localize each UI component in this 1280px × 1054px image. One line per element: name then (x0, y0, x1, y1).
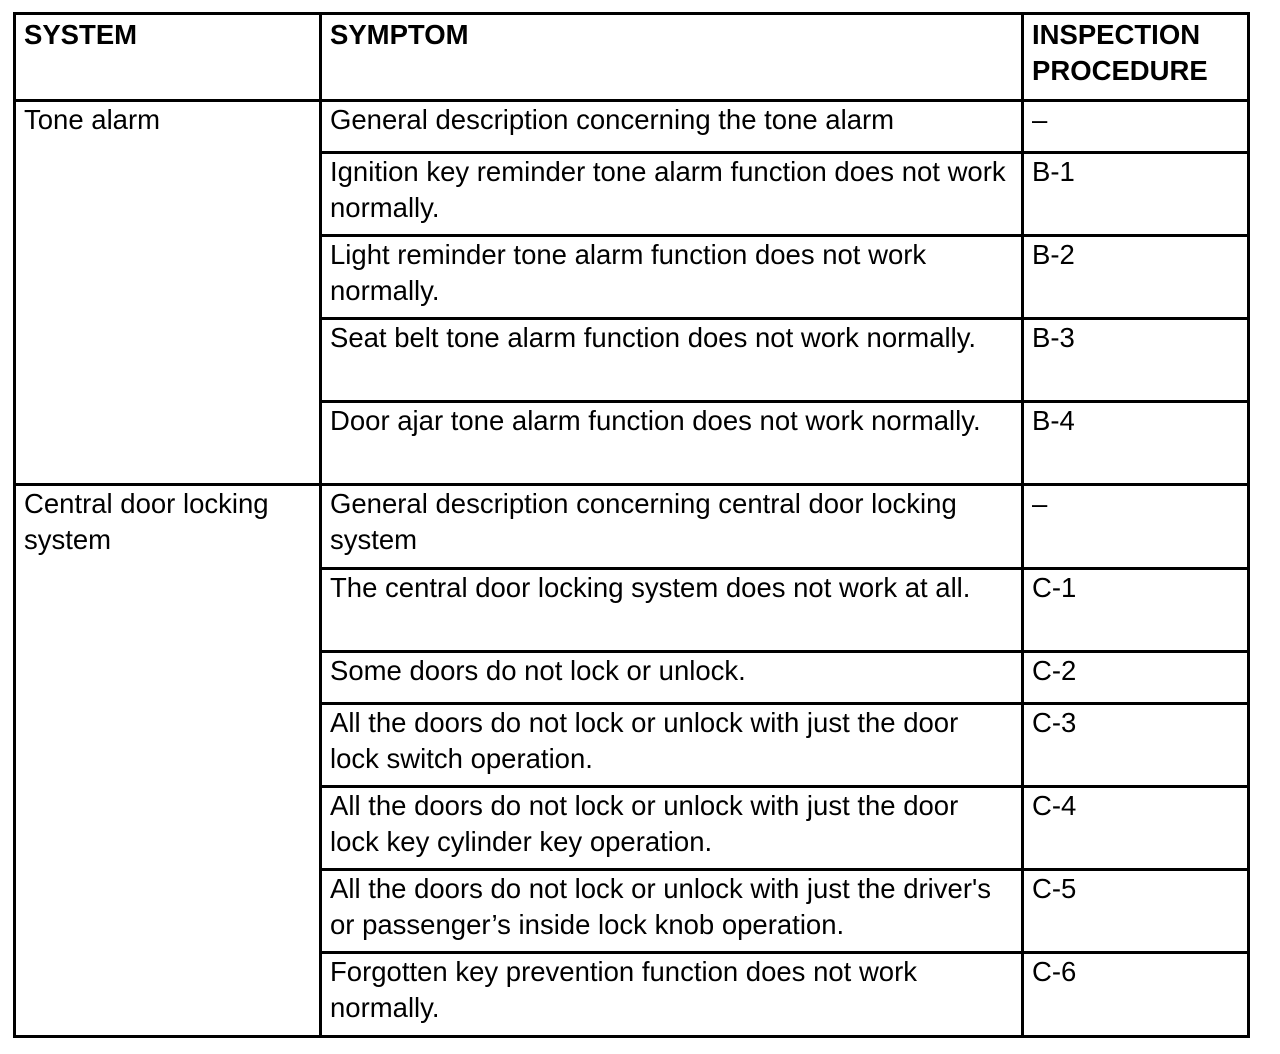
header-row (15, 14, 1249, 101)
procedure-cell: C-6 (1023, 953, 1249, 1037)
procedure-cell: B-4 (1023, 402, 1249, 485)
symptom-cell: Some doors do not lock or unlock. (321, 652, 1023, 704)
procedure-cell: C-5 (1023, 870, 1249, 953)
procedure-cell: – (1023, 485, 1249, 569)
header-symptom: SYMPTOM (321, 14, 1023, 101)
procedure-cell: C-4 (1023, 787, 1249, 870)
inspection-table (13, 12, 1250, 1038)
system-cell-tone-alarm: Tone alarm (15, 101, 321, 485)
header-inspection-procedure: INSPECTION PROCEDURE (1023, 14, 1249, 101)
symptom-cell: All the doors do not lock or unlock with just the door lock switch operation. (321, 704, 1023, 787)
table-row (15, 101, 1249, 153)
procedure-cell: – (1023, 101, 1249, 153)
header-system: SYSTEM (15, 14, 321, 101)
table-row (15, 485, 1249, 569)
symptom-cell: Door ajar tone alarm function does not work normally. (321, 402, 1023, 485)
symptom-cell: General description concerning central door locking system (321, 485, 1023, 569)
system-cell-central-door-locking: Central door locking system (15, 485, 321, 1037)
procedure-cell: C-2 (1023, 652, 1249, 704)
symptom-cell: All the doors do not lock or unlock with just the door lock key cylinder key operation. (321, 787, 1023, 870)
procedure-cell: B-2 (1023, 236, 1249, 319)
symptom-cell: Forgotten key prevention function does not work normally. (321, 953, 1023, 1037)
symptom-cell: General description concerning the tone alarm (321, 101, 1023, 153)
symptom-cell: Seat belt tone alarm function does not work normally. (321, 319, 1023, 402)
procedure-cell: C-3 (1023, 704, 1249, 787)
symptom-cell: All the doors do not lock or unlock with just the driver's or passenger’s inside lock knob operation. (321, 870, 1023, 953)
procedure-cell: B-1 (1023, 153, 1249, 236)
symptom-cell: Light reminder tone alarm function does not work normally. (321, 236, 1023, 319)
symptom-cell: Ignition key reminder tone alarm function does not work normally. (321, 153, 1023, 236)
procedure-cell: C-1 (1023, 569, 1249, 652)
procedure-cell: B-3 (1023, 319, 1249, 402)
symptom-cell: The central door locking system does not work at all. (321, 569, 1023, 652)
